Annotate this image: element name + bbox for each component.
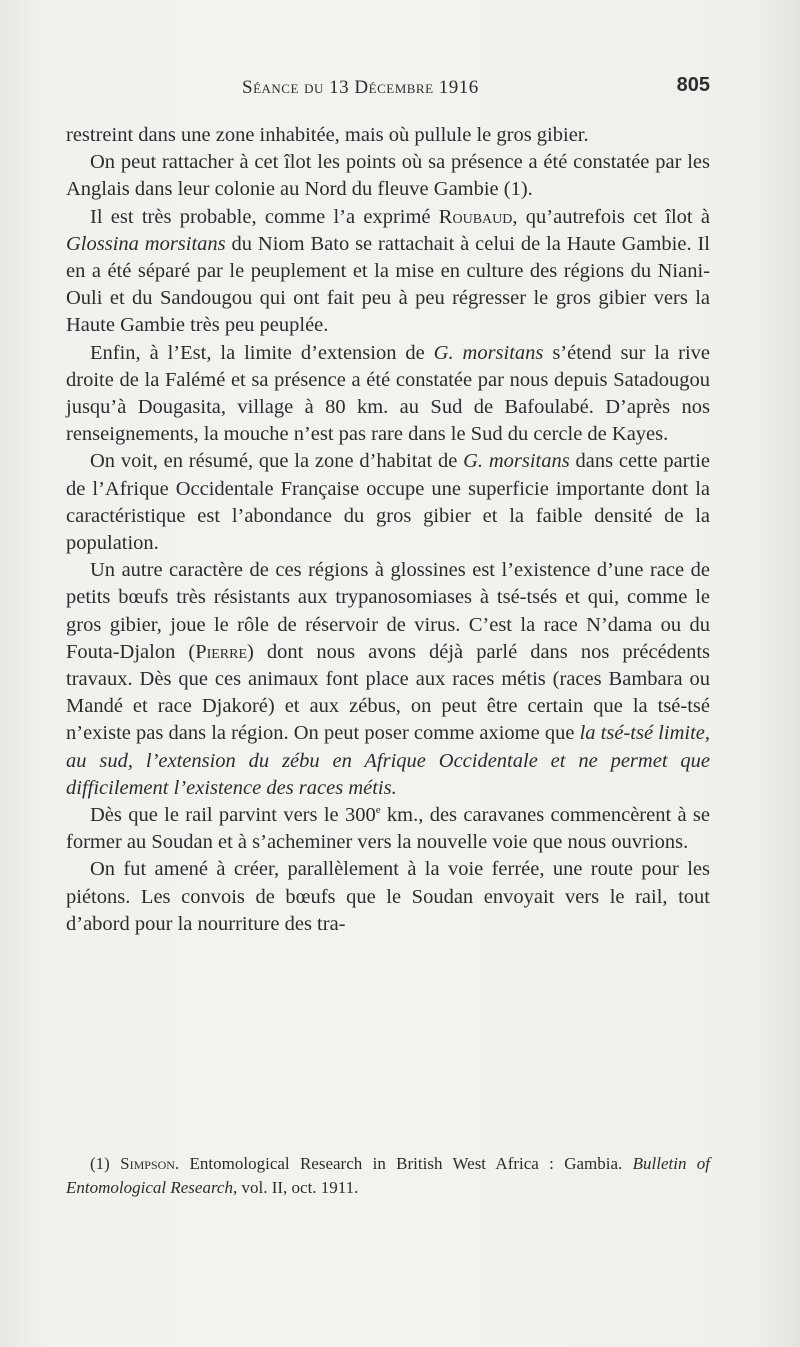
page-number: 805 — [676, 74, 710, 96]
paragraph-text: Dès que le rail parvint vers le 300 — [90, 804, 376, 827]
paragraph — [66, 204, 710, 340]
author-name: Roubaud — [438, 205, 513, 228]
species-name: G. morsitans — [433, 341, 544, 364]
paragraph-text: On fut amené à créer, parallèlement à la voie ferrée, une route pour les piétons. Les convois de bœufs que le Soudan envoyait vers le rail, tout d’abord pour la nourriture des tra- — [66, 858, 710, 935]
paragraph — [66, 122, 710, 149]
footnote — [66, 1152, 710, 1200]
footnote-marker: (1) — [90, 1154, 121, 1173]
author-name: Pierre — [195, 640, 248, 663]
species-name: G. morsitans — [463, 450, 570, 473]
paragraph-text: On voit, en résumé, que la zone d’habitat de — [90, 450, 464, 473]
paragraph — [66, 149, 710, 203]
paragraph-text: restreint dans une zone inhabitée, mais où pullule le gros gibier. — [66, 124, 589, 146]
paragraph-text: dans cette partie de l’Afrique Occidentale Française occupe une superficie importante dont la caractéristique est l’abondance du gros gibier et la faible densité de la population. — [66, 450, 710, 555]
species-name: Glossina morsitans — [66, 232, 226, 255]
paragraph — [66, 802, 710, 856]
paragraph — [66, 856, 710, 938]
running-head: Séance du 13 Décembre 1916 — [242, 77, 479, 98]
paragraph-text: On peut rattacher à cet îlot les points où sa présence a été constatée par les Anglais dans leur colonie au Nord du fleuve Gambie (1). — [66, 151, 710, 201]
footnote-author: Simpson — [120, 1154, 175, 1173]
body-text — [66, 122, 710, 938]
paragraph-text: Un autre caractère de ces régions à glossines est l’existence d’une race de petits bœufs très résistants aux trypanosomiases à tsé-tsés et qui, comme le gros gibier, joue le rôle de réservoir de virus. C’est la race N’dama ou du Fouta-Djalon ( — [66, 559, 710, 663]
paragraph-text: Enfin, à l’Est, la limite d’extension de — [90, 341, 434, 364]
paragraph-text: du Niom Bato se rattachait à celui de la Haute Gambie. Il en a été séparé par le peuplement et la mise en culture des régions du Niani-Ouli et du Sandougou qui ont fait peu à peu régresser le gros gibier vers la Haute Gambie très peu peuplée. — [66, 232, 710, 337]
page-header — [66, 74, 710, 104]
footnote-text: . Entomological Research in British West Africa : Gambia. — [174, 1154, 633, 1173]
paragraph — [66, 340, 710, 449]
paragraph — [66, 448, 710, 557]
paragraph-text: ) dont nous avons déjà parlé dans nos précédents travaux. Dès que ces animaux font place aux races métis (races Bambara ou Mandé et race Djakoré) et aux zébus, on peut être certain que la tsé-tsé n’existe pas dans la région. On peut poser comme axiome que — [66, 640, 710, 745]
axiom-text: la tsé-tsé limite, au sud, l’extension du zébu en Afrique Occidentale et ne permet que difficilement l’existence des races métis. — [66, 722, 710, 799]
paragraph — [66, 557, 710, 802]
footnote-details: , vol. II, oct. 1911. — [232, 1178, 359, 1197]
paragraph-text: s’étend sur la rive droite de la Falémé et sa présence a été constatée par nous depuis Satadougou jusqu’à Dougasita, village à 80 km. au Sud de Bafoulabé. D’après nos renseignements, la mouche n’est pas rare dans le Sud du cercle de Kayes. — [66, 341, 711, 446]
footnote-journal: Bulletin of Entomological Research — [66, 1154, 711, 1197]
superscript: e — [375, 804, 381, 817]
paragraph-text: km., des caravanes commencèrent à se former au Soudan et à s’acheminer vers la nouvelle voie que nous ouvrions. — [66, 804, 711, 854]
paragraph-text: , qu’autrefois cet îlot à — [512, 205, 710, 228]
paragraph-text: Il est très probable, comme l’a exprimé — [90, 205, 439, 228]
